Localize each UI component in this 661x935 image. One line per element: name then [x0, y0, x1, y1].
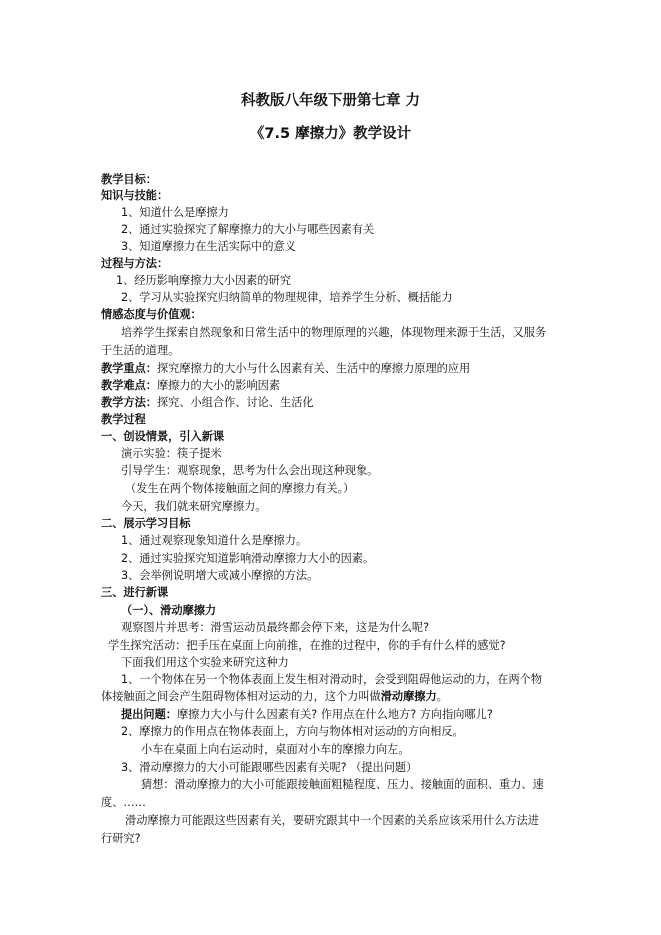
text-line: 今天，我们就来研究摩擦力。	[121, 500, 267, 513]
section-heading: 二、展示学习目标	[101, 517, 191, 530]
inline-text: 摩擦力的大小的影响因素	[156, 379, 281, 392]
section-heading: 教学过程	[101, 413, 146, 426]
text-line	[101, 378, 280, 393]
inline-label: 教学重点：	[101, 362, 157, 375]
text-line: 1、一个物体在另一个物体表面上发生相对滑动时，会受到阻碍他运动的力，在两个物	[121, 673, 543, 686]
section-heading: （一）、滑动摩擦力	[121, 604, 217, 617]
text-line: 观察图片并思考：滑雪运动员最终都会停下来，这是为什么呢?	[121, 621, 430, 634]
text-line	[101, 395, 314, 410]
text-line: 3、知道摩擦力在生活实际中的意义	[121, 240, 296, 253]
inline-text: 体接触面之间会产生阻碍物体相对运动的力，这个力叫做	[101, 690, 381, 703]
text-line: 滑动摩擦力可能跟这些因素有关，要研究跟其中一个因素的关系应该采用什么方法进	[125, 814, 539, 827]
text-line: 学生探究活动：把手压在桌面上向前推，在推的过程中，你的手有什么样的感觉?	[108, 639, 506, 652]
inline-text: 摩擦力大小与什么因素有关? 作用点在什么地方? 方向指向哪儿?	[176, 708, 493, 721]
text-line: 培养学生探索自然现象和日常生活中的物理原理的兴趣，体现物理来源于生活，又服务	[121, 326, 547, 339]
section-heading: 情感态度与价值观：	[101, 308, 202, 321]
text-line: 3、滑动摩擦力的大小可能跟哪些因素有关呢? （提出问题）	[121, 761, 418, 774]
text-line: 引导学生：观察现象，思考为什么会出现这种现象。	[121, 464, 379, 477]
text-line: 于生活的道理。	[101, 344, 180, 357]
inline-text: 探究、小组合作、讨论、生活化	[156, 396, 314, 409]
inline-label: 提出问题：	[121, 708, 177, 721]
section-heading: 三、进行新课	[101, 586, 169, 599]
text-line: （发生在两个物体接触面之间的摩擦力有关。）	[125, 482, 355, 495]
section-heading: 一、创设情景，引入新课	[101, 430, 225, 443]
document-title: 科教版八年级下册第七章 力	[240, 93, 421, 109]
text-line: 2、通过实验探究了解摩擦力的大小与哪些因素有关	[121, 223, 375, 236]
text-line	[121, 707, 493, 722]
section-heading: 知识与技能：	[101, 189, 169, 202]
text-line: 演示实验：筷子提米	[121, 447, 222, 460]
text-line: 度、……	[101, 796, 146, 809]
text-line: 3、会举例说明增大或减小摩擦的方法。	[121, 569, 319, 582]
text-line: 行研究?	[101, 832, 141, 845]
document-subtitle: 《7.5 摩擦力》教学设计	[249, 126, 412, 142]
text-line	[101, 689, 448, 704]
text-line: 1、知道什么是摩擦力	[121, 206, 229, 219]
inline-label: 教学难点：	[101, 379, 157, 392]
text-line: 1、经历影响摩擦力大小因素的研究	[116, 274, 291, 287]
inline-term: 滑动摩擦力	[380, 690, 437, 703]
text-line: 猜想：滑动摩擦力的大小可能跟接触面粗糙程度、压力、接触面的面积、重力、速	[141, 778, 544, 791]
section-heading: 过程与方法：	[101, 257, 169, 270]
text-line: 2、学习从实验探究归纳简单的物理规律，培养学生分析、概括能力	[121, 291, 453, 304]
text-line: 下面我们用这个实验来研究这种力	[121, 656, 289, 669]
text-line: 1、通过观察现象知道什么是摩擦力。	[121, 534, 308, 547]
text-line	[101, 361, 470, 376]
text-line: 小车在桌面上向右运动时，桌面对小车的摩擦力向左。	[141, 743, 410, 756]
text-line: 2、通过实验探究知道影响滑动摩擦力大小的因素。	[121, 552, 375, 565]
inline-text: 探究摩擦力的大小与什么因素有关、生活中的摩擦力原理的应用	[156, 362, 471, 375]
inline-text: 。	[436, 690, 448, 703]
section-heading: 教学目标：	[101, 173, 157, 186]
text-line: 2、摩擦力的作用点在物体表面上，方向与物体相对运动的方向相反。	[121, 725, 464, 738]
inline-label: 教学方法：	[101, 396, 157, 409]
